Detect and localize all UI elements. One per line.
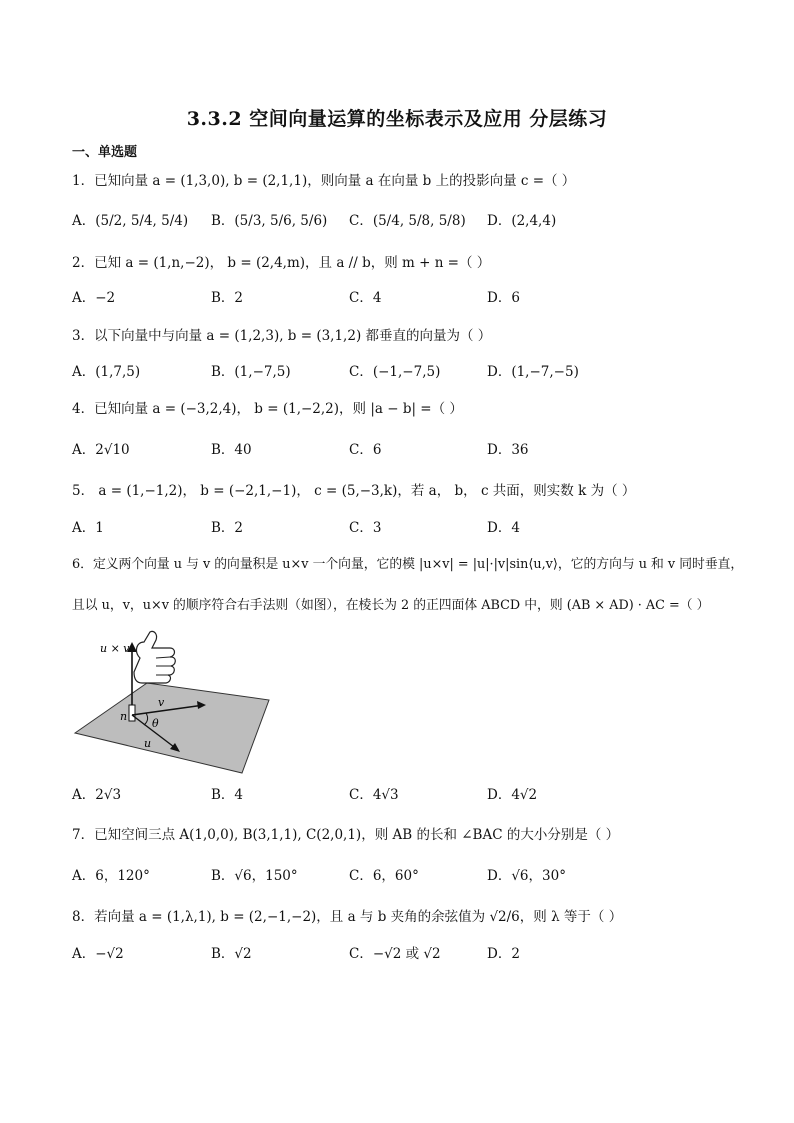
plane — [75, 683, 269, 773]
question-4-option-a: A．2√10 — [72, 442, 130, 458]
question-7-option-a: A．6，120° — [72, 868, 150, 884]
question-6-stem: 6．定义两个向量 u 与 v 的向量积是 u×v 一个向量，它的模 |u×v| = |u|·|v|sin⟨u,v⟩，它的方向与 u 和 v 同时垂直， — [72, 557, 744, 572]
question-2-option-b: B．2 — [211, 290, 244, 306]
question-4-option-d: D．36 — [487, 442, 529, 458]
question-7-option-d: D．√6，30° — [487, 868, 566, 884]
label-v: v — [158, 696, 165, 709]
section-heading: 一、单选题 — [72, 145, 138, 160]
question-8-option-b: B．√2 — [211, 946, 252, 962]
question-3-option-d: D．(1,−7,−5) — [487, 364, 579, 380]
question-7-stem: 7．已知空间三点 A(1,0,0), B(3,1,1), C(2,0,1)，则 AB 的长和 ∠BAC 的大小分别是（ ） — [72, 827, 620, 843]
page-title: 3.3.2 空间向量运算的坐标表示及应用 分层练习 — [186, 108, 608, 130]
question-3-option-c: C．(−1,−7,5) — [349, 364, 441, 380]
right-hand-rule-figure — [72, 630, 272, 780]
question-7-option-b: B．√6，150° — [211, 868, 298, 884]
question-1-option-b: B．(5/3, 5/6, 5/6) — [211, 213, 328, 229]
question-5-option-a: A．1 — [72, 520, 104, 536]
question-6-option-c: C．4√3 — [349, 787, 399, 803]
question-1-option-c: C．(5/4, 5/8, 5/8) — [349, 213, 466, 229]
question-4-stem: 4．已知向量 a = (−3,2,4)， b = (1,−2,2)，则 |a − b| =（ ） — [72, 401, 463, 417]
question-6-stem-line-2: 且以 u，v，u×v 的顺序符合右手法则（如图），在棱长为 2 的正四面体 ABCD 中，则 (AB × AD) · AC =（ ） — [72, 598, 710, 613]
question-8-stem: 8．若向量 a = (1,λ,1), b = (2,−1,−2)，且 a 与 b 夹角的余弦值为 √2/6，则 λ 等于（ ） — [72, 909, 623, 925]
label-cross: u × v — [100, 642, 130, 655]
question-2-option-c: C．4 — [349, 290, 382, 306]
question-5-stem: 5． a = (1,−1,2)， b = (−2,1,−1)， c = (5,−3,k)，若 a， b， c 共面，则实数 k 为（ ） — [72, 483, 636, 499]
question-5-option-c: C．3 — [349, 520, 382, 536]
question-3-stem: 3．以下向量中与向量 a = (1,2,3), b = (3,1,2) 都垂直的向量为（ ） — [72, 328, 492, 344]
question-5-option-d: D．4 — [487, 520, 520, 536]
question-8-option-a: A．−√2 — [72, 946, 124, 962]
normal-marker — [129, 705, 135, 721]
question-6-option-a: A．2√3 — [72, 787, 122, 803]
question-6-option-b: B．4 — [211, 787, 244, 803]
question-6-option-d: D．4√2 — [487, 787, 538, 803]
label-theta: θ — [152, 717, 159, 730]
question-3-option-a: A．(1,7,5) — [72, 364, 141, 380]
question-1-option-d: D．(2,4,4) — [487, 213, 557, 229]
question-4-option-c: C．6 — [349, 442, 382, 458]
question-3-option-b: B．(1,−7,5) — [211, 364, 291, 380]
question-1-option-a: A．(5/2, 5/4, 5/4) — [72, 213, 189, 229]
question-8-option-d: D．2 — [487, 946, 520, 962]
question-5-option-b: B．2 — [211, 520, 244, 536]
question-1-stem: 1．已知向量 a = (1,3,0), b = (2,1,1)，则向量 a 在向量 b 上的投影向量 c =（ ） — [72, 173, 576, 189]
question-2-option-d: D．6 — [487, 290, 520, 306]
question-8-option-c: C．−√2 或 √2 — [349, 946, 441, 962]
question-7-option-c: C．6，60° — [349, 868, 419, 884]
label-u: u — [144, 737, 152, 750]
question-4-option-b: B．40 — [211, 442, 252, 458]
question-2-stem: 2．已知 a = (1,n,−2)， b = (2,4,m)，且 a // b，则 m + n =（ ） — [72, 255, 491, 271]
question-2-option-a: A．−2 — [72, 290, 116, 306]
label-n: n — [120, 710, 128, 723]
